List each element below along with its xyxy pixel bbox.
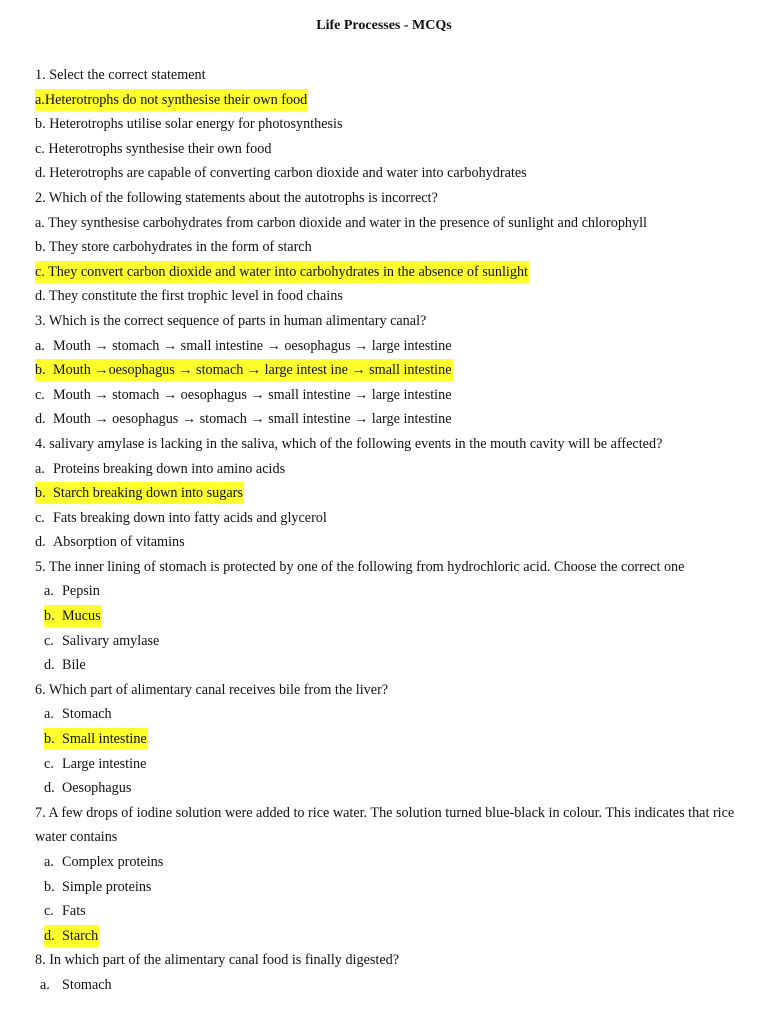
option-text: a.Heterotrophs do not synthesise their own food (35, 91, 308, 108)
answer-option-highlighted (0, 925, 768, 950)
option-marker: a. (44, 583, 54, 600)
line-text (35, 335, 452, 357)
answer-option (0, 408, 768, 433)
option-text: Mouth → stomach → small intestine → oesophagus → large intestine (53, 337, 452, 354)
answer-option (0, 384, 768, 409)
option-marker: d. (44, 657, 55, 674)
line-text (35, 162, 527, 184)
option-marker: d. (35, 534, 46, 551)
line-text (35, 408, 452, 430)
option-text: Oesophagus (62, 780, 132, 797)
line-text (35, 458, 285, 480)
question-line (0, 949, 768, 974)
line-text (40, 974, 112, 996)
line-text (35, 89, 308, 111)
question-text: 5. The inner lining of stomach is protected by one of the following from hydrochloric acid. Choose the correct one (35, 558, 685, 575)
answer-option-highlighted (0, 89, 768, 114)
option-marker: b. (44, 731, 55, 748)
line-text (35, 310, 426, 332)
option-text: Mouth →oesophagus → stomach → large intest ine → small intestine (53, 362, 452, 379)
question-line (0, 679, 768, 704)
line-text (35, 802, 734, 824)
option-text: d. Heterotrophs are capable of converting carbon dioxide and water into carbohydrates (35, 165, 527, 182)
line-text (35, 507, 327, 529)
answer-option (0, 138, 768, 163)
option-text: Pepsin (62, 583, 100, 600)
option-text: c. Heterotrophs synthesise their own food (35, 140, 272, 157)
option-text: c. They convert carbon dioxide and water into carbohydrates in the absence of sunlight (35, 263, 528, 280)
answer-option (0, 851, 768, 876)
line-text (35, 138, 271, 160)
question-text: 7. A few drops of iodine solution were added to rice water. The solution turned blue-black in colour. This indicates that rice (35, 804, 735, 821)
option-text: Absorption of vitamins (53, 534, 185, 551)
answer-option (0, 900, 768, 925)
line-text (35, 212, 647, 234)
option-text: d. They constitute the first trophic level in food chains (35, 288, 343, 305)
option-marker: b. (35, 362, 46, 379)
line-text (44, 925, 99, 947)
line-text (35, 949, 399, 971)
line-text (35, 384, 452, 406)
option-text: Simple proteins (62, 878, 152, 895)
line-text (35, 531, 185, 553)
answer-option-highlighted (0, 728, 768, 753)
answer-option-highlighted (0, 359, 768, 384)
line-text (35, 236, 312, 258)
option-marker: b. (44, 608, 55, 625)
answer-option (0, 753, 768, 778)
line-text (35, 556, 684, 578)
option-marker: a. (35, 460, 45, 477)
mcq-list (0, 64, 768, 999)
option-marker: b. (35, 485, 46, 502)
option-text: Complex proteins (62, 854, 164, 870)
answer-option (0, 507, 768, 532)
answer-option (0, 654, 768, 679)
option-marker: a. (44, 706, 54, 723)
option-marker: d. (44, 927, 55, 944)
line-text (44, 630, 159, 652)
question-text: 4. salivary amylase is lacking in the saliva, which of the following events in the mouth cavity will be affected? (35, 435, 663, 452)
question-line (0, 826, 768, 851)
option-marker: d. (35, 411, 46, 428)
question-text: 1. Select the correct statement (35, 67, 206, 83)
option-marker: d. (44, 780, 55, 797)
line-text (44, 753, 146, 775)
question-text: 6. Which part of alimentary canal receives bile from the liver? (35, 681, 389, 698)
answer-option-highlighted (0, 605, 768, 630)
answer-option (0, 974, 768, 999)
option-text: Stomach (62, 706, 112, 723)
line-text (44, 580, 100, 602)
line-text (35, 826, 117, 848)
line-text (44, 728, 148, 750)
answer-option (0, 531, 768, 556)
question-text: 3. Which is the correct sequence of parts in human alimentary canal? (35, 312, 427, 329)
line-text (44, 876, 151, 898)
answer-option (0, 335, 768, 360)
question-line (0, 433, 768, 458)
line-text (35, 433, 662, 455)
question-text: 8. In which part of the alimentary canal food is finally digested? (35, 952, 400, 969)
line-text (44, 703, 112, 725)
option-text: b. They store carbohydrates in the form of starch (35, 239, 312, 256)
answer-option (0, 458, 768, 483)
line-text (35, 359, 453, 381)
answer-option (0, 876, 768, 901)
option-marker: a. (40, 976, 50, 993)
answer-option (0, 777, 768, 802)
option-text: Mucus (62, 608, 101, 625)
option-text: Bile (62, 657, 86, 674)
option-text: Stomach (62, 976, 112, 993)
line-text (44, 900, 86, 922)
line-text (35, 261, 529, 283)
option-text: Proteins breaking down into amino acids (53, 460, 286, 477)
option-text: Starch breaking down into sugars (53, 485, 243, 502)
question-line (0, 64, 768, 89)
answer-option (0, 285, 768, 310)
option-text: Large intestine (62, 755, 147, 772)
answer-option (0, 212, 768, 237)
answer-option (0, 630, 768, 655)
line-text (35, 285, 343, 307)
answer-option (0, 236, 768, 261)
line-text (35, 679, 388, 701)
option-marker: a. (35, 337, 45, 354)
line-text (35, 113, 342, 135)
answer-option (0, 703, 768, 728)
option-marker: c. (44, 632, 54, 649)
option-marker: c. (44, 755, 54, 772)
question-line (0, 310, 768, 335)
question-line (0, 187, 768, 212)
option-text: a. They synthesise carbohydrates from carbon dioxide and water in the presence of sunlight and chlorophyll (35, 214, 647, 231)
answer-option-highlighted (0, 482, 768, 507)
option-text: b. Heterotrophs utilise solar energy for photosynthesis (35, 116, 343, 133)
answer-option-highlighted (0, 261, 768, 286)
option-text: Small intestine (62, 731, 147, 748)
answer-option (0, 113, 768, 138)
option-text: Mouth → stomach → oesophagus → small intestine → large intestine (53, 386, 452, 403)
question-line (0, 556, 768, 581)
question-text: water contains (35, 829, 118, 846)
answer-option (0, 580, 768, 605)
question-text: 2. Which of the following statements about the autotrophs is incorrect? (35, 189, 438, 206)
option-text: Fats (62, 903, 86, 920)
answer-option (0, 162, 768, 187)
line-text (44, 605, 102, 627)
option-text: Salivary amylase (62, 632, 160, 649)
line-text (44, 777, 131, 799)
option-text: Starch (62, 927, 99, 944)
option-marker: c. (44, 903, 54, 920)
question-line (0, 802, 768, 827)
option-marker: a. (44, 854, 54, 870)
line-text (35, 482, 244, 504)
option-marker: b. (44, 878, 55, 895)
line-text (35, 64, 206, 86)
option-text: Mouth → oesophagus → stomach → small intestine → large intestine (53, 411, 452, 428)
option-marker: c. (35, 386, 45, 403)
option-text: Fats breaking down into fatty acids and glycerol (53, 509, 327, 526)
line-text (44, 851, 163, 873)
page-title: Life Processes - MCQs (316, 18, 452, 33)
line-text (35, 187, 438, 209)
line-text (44, 654, 86, 676)
option-marker: c. (35, 509, 45, 526)
